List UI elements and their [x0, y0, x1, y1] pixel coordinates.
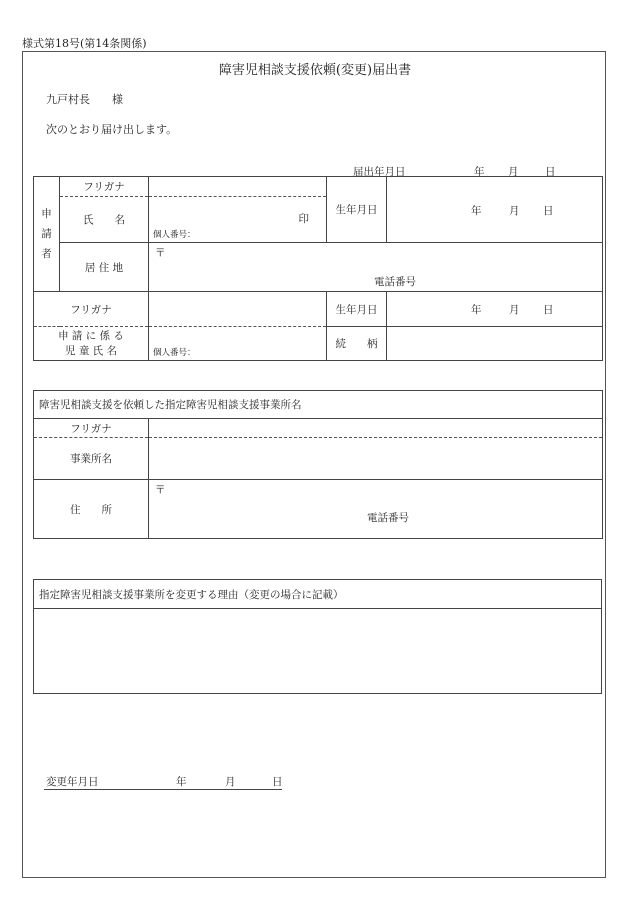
office-header: 障害児相談支援を依頼した指定障害児相談支援事業所名 [34, 391, 603, 419]
change-date-line[interactable] [44, 774, 282, 790]
submit-date-day: 日 [545, 166, 556, 178]
office-address-label: 住 所 [34, 480, 149, 539]
change-date-label: 変更年月日 [46, 776, 99, 788]
office-postal-mark: 〒 [155, 484, 166, 496]
applicant-address-field[interactable] [149, 243, 603, 292]
applicant-furigana-label: フリガナ [60, 177, 149, 197]
applicant-personal-number-label: 個人番号： [153, 230, 196, 240]
change-date-month: 月 [225, 776, 236, 788]
child-relation-field[interactable] [387, 327, 603, 361]
submit-date-month: 月 [508, 166, 519, 178]
child-birth-label: 生年月日 [327, 292, 387, 327]
applicant-table [33, 176, 603, 361]
office-furigana-label: フリガナ [34, 419, 149, 438]
child-relation-label: 続 柄 [327, 327, 387, 361]
office-furigana-field[interactable] [149, 419, 603, 438]
reason-field[interactable] [34, 609, 602, 694]
office-name-label: 事業所名 [34, 438, 149, 480]
change-date-day: 日 [272, 776, 283, 788]
reason-table [33, 579, 602, 694]
office-phone-label: 電話番号 [367, 512, 409, 524]
office-name-field[interactable] [149, 438, 603, 480]
intro-text: 次のとおり届け出します。 [46, 123, 178, 136]
applicant-birth-label: 生年月日 [327, 177, 387, 243]
applicant-side-label: 申 請 者 [34, 177, 60, 292]
applicant-name-label: 氏 名 [60, 197, 149, 243]
office-address-field[interactable] [149, 480, 603, 539]
reason-header: 指定障害児相談支援事業所を変更する理由（変更の場合に記載） [34, 580, 602, 609]
child-name-label: 申 請 に 係 る 児 童 氏 名 [34, 327, 149, 361]
child-birth-field[interactable]: 年 月 日 [387, 292, 603, 327]
form-number: 様式第18号(第14条関係) [22, 37, 147, 50]
child-furigana-label: フリガナ [34, 292, 149, 327]
child-furigana-field[interactable] [149, 292, 327, 327]
addressee: 九戸村長 様 [46, 93, 123, 106]
applicant-birth-field[interactable]: 年 月 日 [387, 177, 603, 243]
child-name-field[interactable]: 個人番号： [149, 327, 327, 361]
applicant-name-field[interactable] [149, 197, 327, 243]
seal-mark: 印 [298, 213, 309, 225]
submit-date-year: 年 [474, 166, 485, 178]
applicant-address-label: 居 住 地 [60, 243, 149, 292]
submit-date-label: 届出年月日 [353, 166, 406, 178]
applicant-phone-label: 電話番号 [374, 276, 416, 288]
postal-mark: 〒 [155, 247, 166, 259]
form-title: 障害児相談支援依頼(変更)届出書 [218, 63, 412, 78]
applicant-furigana-field[interactable] [149, 177, 327, 197]
change-date-year: 年 [176, 776, 187, 788]
office-table [33, 390, 603, 539]
